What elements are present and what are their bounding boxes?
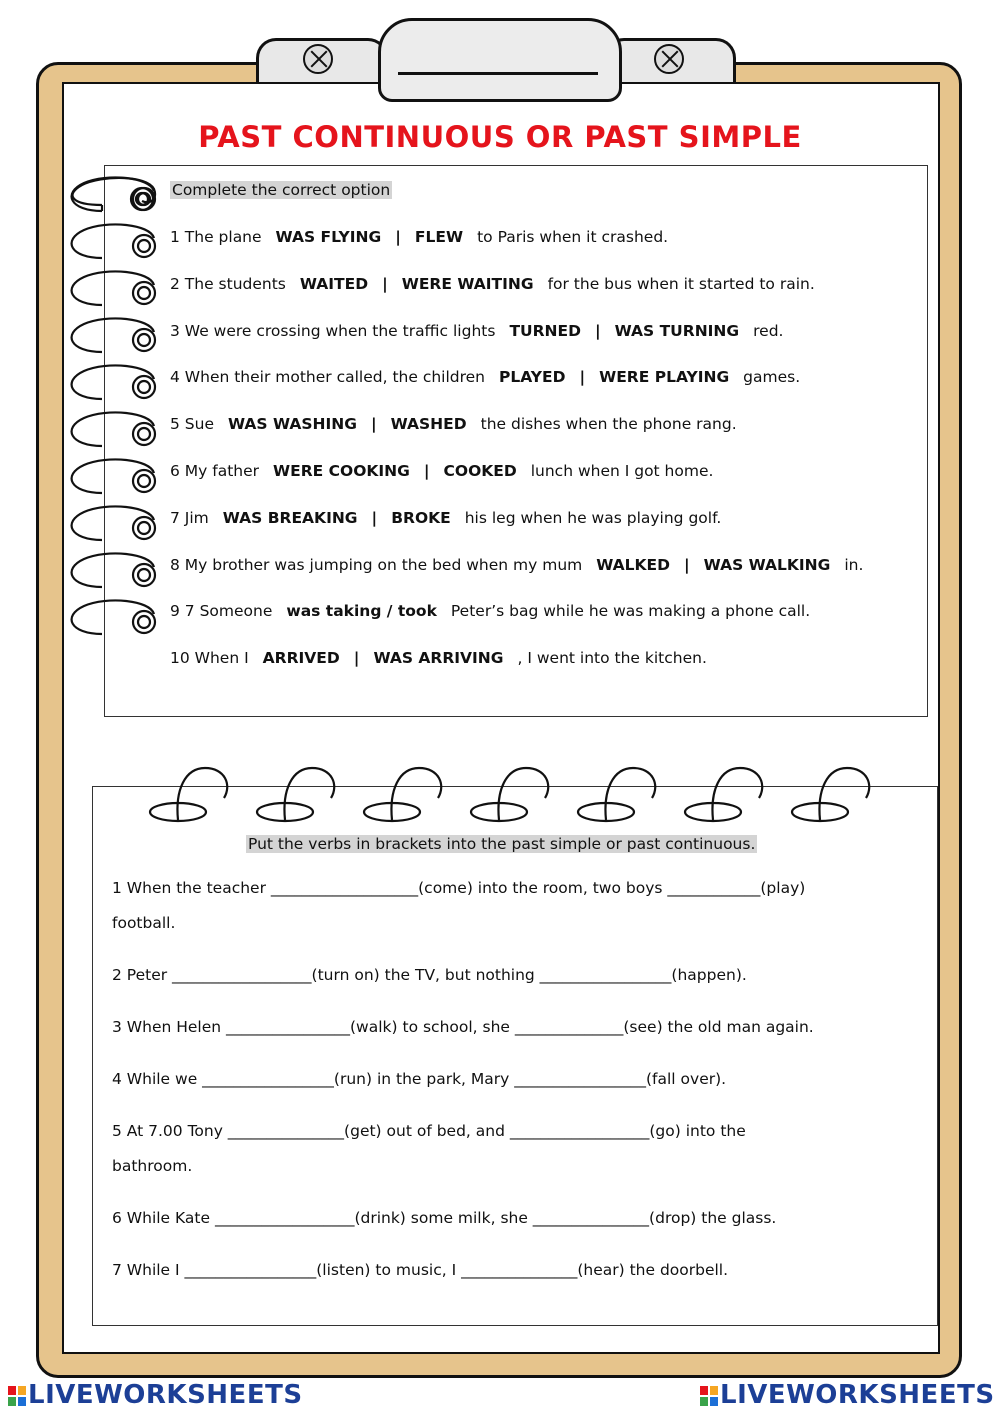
option-separator: | <box>382 274 388 293</box>
option-separator: | <box>395 228 401 246</box>
option-a[interactable]: was taking / took <box>286 602 437 621</box>
item-text: 2 The students <box>170 274 286 293</box>
item-text: lunch when I got home. <box>530 462 714 480</box>
instruction-1: Complete the correct option <box>172 181 391 199</box>
brand-logo-left: LIVEWORKSHEETS <box>8 1380 303 1410</box>
item-text: red. <box>753 321 784 340</box>
screw-icon <box>303 44 333 74</box>
exercise-2-item[interactable]: 3 When Helen ________________(walk) to school, she ______________(see) the old man again. <box>112 1018 814 1036</box>
exercise-2-item[interactable]: 2 Peter __________________(turn on) the TV, but nothing _________________(happen). <box>112 966 747 984</box>
option-separator: | <box>371 508 378 527</box>
option-b[interactable]: COOKED <box>443 462 517 480</box>
instruction-2: Put the verbs in brackets into the past simple or past continuous. <box>248 835 756 853</box>
option-separator: | <box>684 555 690 574</box>
option-b[interactable]: BROKE <box>391 508 451 527</box>
exercise-1-item <box>170 509 721 527</box>
item-text: the dishes when the phone rang. <box>480 415 737 434</box>
brand-icon <box>700 1386 718 1406</box>
exercise-2-item-continued: football. <box>112 914 176 932</box>
exercise-2-item-continued: bathroom. <box>112 1157 193 1175</box>
item-text: to Paris when it crashed. <box>477 228 669 246</box>
exercise-2-item[interactable]: 1 When the teacher ___________________(come) into the room, two boys ____________(play) <box>112 879 806 897</box>
exercise-1-item <box>170 368 800 386</box>
clip-name-line <box>398 72 598 75</box>
item-text: 8 My brother was jumping on the bed when my mum <box>170 555 583 574</box>
option-b[interactable]: WERE PLAYING <box>599 368 730 387</box>
item-text: 4 When their mother called, the children <box>170 368 486 387</box>
item-text: his leg when he was playing golf. <box>464 508 722 527</box>
item-text: 1 The plane <box>170 228 262 246</box>
exercise-2-item[interactable]: 7 While I _________________(listen) to music, I _______________(hear) the doorbell. <box>112 1261 729 1279</box>
item-text: Peter’s bag while he was making a phone call. <box>450 602 811 621</box>
spiral-rings <box>62 175 172 695</box>
option-separator: | <box>423 462 430 480</box>
exercise-2-item[interactable]: 6 While Kate __________________(drink) some milk, she _______________(drop) the glass. <box>112 1209 777 1227</box>
item-text: 10 When I <box>170 649 249 668</box>
exercise-1-panel <box>104 165 928 717</box>
option-b[interactable]: WAS WALKING <box>703 555 831 574</box>
item-text: 7 Jim <box>170 508 209 527</box>
option-a[interactable]: WALKED <box>596 555 670 574</box>
option-a[interactable]: TURNED <box>509 321 581 340</box>
option-a[interactable]: PLAYED <box>499 368 566 387</box>
item-text: , I went into the kitchen. <box>517 649 707 668</box>
exercise-1-item <box>170 602 810 620</box>
exercise-2-panel <box>92 786 938 1326</box>
option-a[interactable]: WERE COOKING <box>273 462 410 480</box>
screw-icon <box>654 44 684 74</box>
option-a[interactable]: WAS WASHING <box>228 415 357 434</box>
brand-logo-right: LIVEWORKSHEETS <box>700 1380 995 1410</box>
option-separator: | <box>594 321 601 340</box>
option-a[interactable]: WAS BREAKING <box>222 508 358 527</box>
page-title: PAST CONTINUOUS OR PAST SIMPLE <box>198 120 802 154</box>
option-separator: | <box>370 415 377 434</box>
exercise-2-item[interactable]: 5 At 7.00 Tony _______________(get) out of bed, and __________________(go) into the <box>112 1122 746 1140</box>
item-text: 6 My father <box>170 462 260 480</box>
option-b[interactable]: WAS TURNING <box>614 321 740 340</box>
item-text: games. <box>743 368 801 387</box>
option-b[interactable]: WASHED <box>390 415 467 434</box>
exercise-1-item <box>170 415 737 433</box>
item-text: in. <box>844 555 864 574</box>
item-text: 9 7 Someone <box>170 602 273 621</box>
option-b[interactable]: FLEW <box>414 228 464 246</box>
option-b[interactable]: WAS ARRIVING <box>373 649 504 668</box>
clip-icon <box>378 18 622 102</box>
exercise-2-item[interactable]: 4 While we _________________(run) in the park, Mary _________________(fall over). <box>112 1070 727 1088</box>
exercise-1-item <box>170 322 783 340</box>
exercise-1-item <box>170 556 863 574</box>
option-b[interactable]: WERE WAITING <box>401 274 534 293</box>
option-a[interactable]: WAITED <box>299 274 369 293</box>
exercise-1-item <box>170 228 668 246</box>
item-text: 3 We were crossing when the traffic lights <box>170 321 496 340</box>
item-text: 5 Sue <box>170 415 214 434</box>
exercise-1-item <box>170 462 713 480</box>
brand-icon <box>8 1386 26 1406</box>
option-a[interactable]: WAS FLYING <box>275 228 382 246</box>
top-spiral-binding-icon <box>140 760 880 830</box>
option-separator: | <box>353 649 360 668</box>
exercise-1-item <box>170 649 707 667</box>
option-separator: | <box>579 368 586 387</box>
item-text: for the bus when it started to rain. <box>547 274 815 293</box>
exercise-1-item <box>170 275 815 293</box>
option-a[interactable]: ARRIVED <box>262 649 340 668</box>
